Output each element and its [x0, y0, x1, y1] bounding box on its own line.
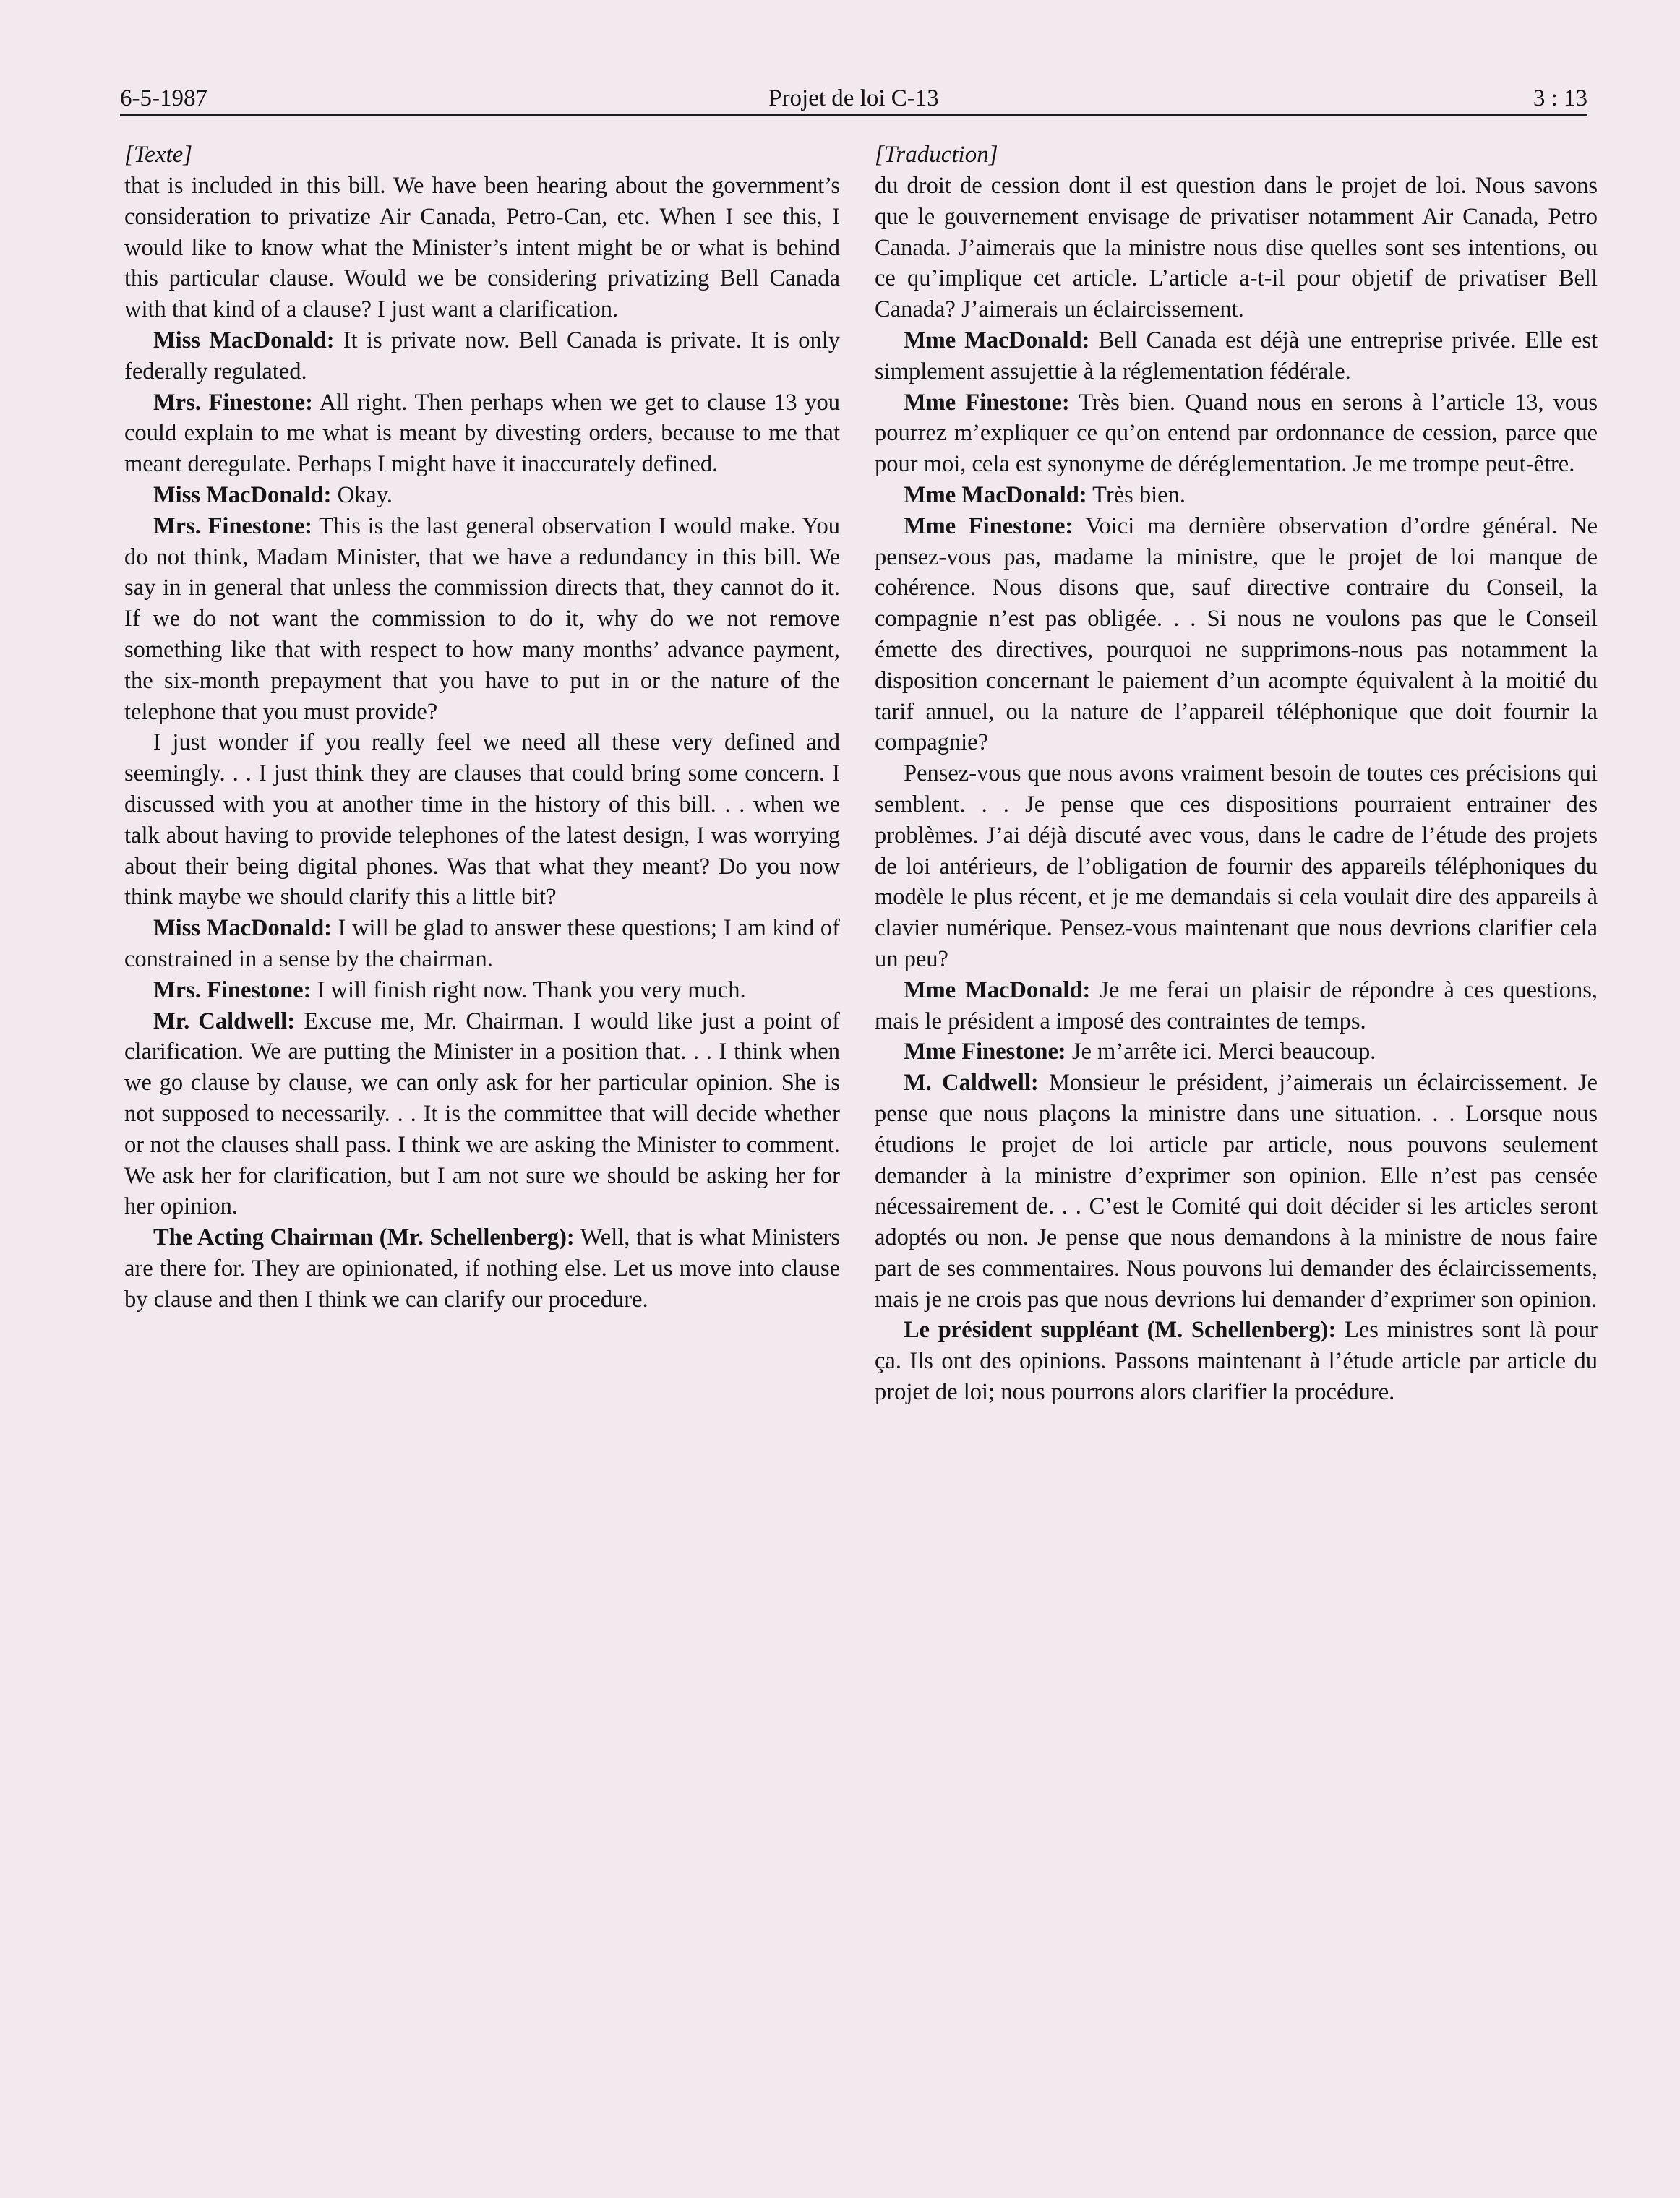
french-paragraph [875, 1036, 1598, 1068]
english-paragraph [124, 913, 840, 975]
french-paragraph [875, 387, 1598, 480]
header-page-number: 3 : 13 [1533, 85, 1587, 111]
french-paragraph [875, 975, 1598, 1037]
english-paragraph [124, 171, 840, 325]
paragraph-text: Les ministres sont là pour ça. Ils ont des opinions. Passons maintenant à l’étude article par article du projet de loi; nous pourrons alors clarifier la procédure. [875, 1317, 1598, 1406]
paragraph-text: Bell Canada est déjà une entreprise privée. Elle est simplement assujettie à la réglementation fédérale. [875, 327, 1598, 385]
french-column-tag: [Traduction] [875, 142, 998, 168]
speaker-name: Mme Finestone: [904, 512, 1073, 539]
speaker-name: Miss MacDonald: [153, 915, 332, 942]
speaker-name: Mme MacDonald: [904, 481, 1087, 508]
paragraph-text: Très bien. Quand nous en serons à l’article 13, vous pourrez m’expliquer ce qu’on entend par ordonnance de cession, parce que pour moi, cela est synonyme de déréglementation. Je me trompe peut-être. [875, 389, 1598, 478]
speaker-name: Miss MacDonald: [153, 327, 335, 353]
english-column [124, 139, 840, 1315]
speaker-name: The Acting Chairman (Mr. Schellenberg): [153, 1224, 575, 1251]
french-paragraph [875, 325, 1598, 387]
speaker-name: Mme Finestone: [904, 389, 1070, 416]
paragraph-text: Okay. [337, 481, 393, 508]
french-paragraph [875, 480, 1598, 511]
paragraph-text: Voici ma dernière observation d’ordre général. Ne pensez-vous pas, madame la ministre, que le projet de loi manque de cohérence. Nous disons que, sauf directive contraire du Conseil, la compagnie n’est pas obligée. . . Si nous ne voulons pas que le Conseil émette des directives, pourquoi ne supprimons-nous pas notamment la disposition concernant le paiement d’un acompte équivalent à la moitié du tarif annuel, ou la nature de l’appareil téléphonique que doit fournir la compagnie? [875, 512, 1598, 756]
french-paragraph [875, 1315, 1598, 1407]
paragraph-text: I just wonder if you really feel we need all these very defined and seemingly. . . I just think they are clauses that could bring some concern. I discussed with you at another time in the history of this bill. . . when we talk about having to provide telephones of the latest design, I was worrying about their being digital phones. Was that what they meant? Do you now think maybe we should clarify this a little bit? [124, 729, 840, 911]
speaker-name: Miss MacDonald: [153, 481, 332, 508]
speaker-name: Le président suppléant (M. Schellenberg): [904, 1317, 1337, 1344]
paragraph-text: Je me ferai un plaisir de répondre à ces questions, mais le président a imposé des contraintes de temps. [875, 976, 1598, 1034]
paragraph-text: This is the last general observation I would make. You do not think, Madam Minister, that we have a redundancy in this bill. We say in in general that unless the commission directs that, they cannot do it. If we do not want the commission to do it, why do we not remove something like that with respect to how many months’ advance payment, the six-month prepayment that you have to put in or the nature of the telephone that you must provide? [124, 512, 840, 725]
speaker-name: Mrs. Finestone: [153, 976, 312, 1003]
english-paragraph [124, 325, 840, 387]
paragraph-text: Très bien. [1092, 481, 1186, 508]
paragraph-text: Je m’arrête ici. Merci beaucoup. [1071, 1039, 1376, 1065]
paragraph-text: that is included in this bill. We have been hearing about the government’s consideration to privatize Air Canada, Petro-Can, etc. When I see this, I would like to know what the Minister’s intent might be or what is behind this particular clause. Would we be considering privatizing Bell Canada with that kind of a clause? I just want a clarification. [124, 173, 840, 323]
header-date: 6-5-1987 [120, 85, 207, 111]
header-rule [120, 114, 1587, 116]
english-paragraph [124, 387, 840, 480]
french-paragraph [875, 1068, 1598, 1315]
speaker-name: M. Caldwell: [904, 1070, 1039, 1096]
speaker-name: Mme MacDonald: [904, 976, 1091, 1003]
paragraph-text: Well, that is what Ministers are there for. They are opinionated, if nothing else. Let us move into clause by clause and then I think we can clarify our procedure. [124, 1224, 840, 1313]
english-paragraph [124, 975, 840, 1006]
paragraph-text: du droit de cession dont il est question dans le projet de loi. Nous savons que le gouvernement envisage de privatiser notamment Air Canada, Petro Canada. J’aimerais que la ministre nous dise quelles sont ses intentions, ou ce qu’implique cet article. L’article a-t-il pour objetif de privatiser Bell Canada? J’aimerais un éclaircissement. [875, 173, 1598, 323]
paragraph-text: All right. Then perhaps when we get to clause 13 you could explain to me what is meant by divesting orders, because to me that meant deregulate. Perhaps I might have it inaccurately defined. [124, 389, 840, 478]
paragraph-text: I will finish right now. Thank you very much. [317, 976, 746, 1003]
speaker-name: Mrs. Finestone: [153, 389, 313, 416]
paragraph-text: Monsieur le président, j’aimerais un éclaircissement. Je pense que nous plaçons la ministre dans une situation. . . Lorsque nous étudions le projet de loi article par article, nous pouvons seulement demander à la ministre d’exprimer son opinion. Elle n’est pas censée nécessairement de. . . C’est le Comité qui doit décider si les articles seront adoptés ou non. Je pense que nous demandons à la ministre de nous faire part de ses commentaires. Nous pouvons lui demander des éclaircissements, mais je ne crois pas que nous devrions lui demander d’exprimer son opinion. [875, 1070, 1598, 1313]
french-paragraph [875, 171, 1598, 325]
speaker-name: Mrs. Finestone: [153, 512, 312, 539]
paragraph-text: Pensez-vous que nous avons vraiment besoin de toutes ces précisions qui semblent. . . Je pense que ces dispositions pourraient entrainer des problèmes. J’ai déjà discuté avec vous, dans le cadre de l’étude des projets de loi antérieurs, de l’obligation de fournir des appareils téléphoniques du modèle le plus récent, et je me demandais si cela voulait dire des appareils à clavier numérique. Pensez-vous maintenant que nous devrions clarifier cela un peu? [875, 760, 1598, 972]
french-column [875, 139, 1598, 1408]
paragraph-text: Excuse me, Mr. Chairman. I would like just a point of clarification. We are putting the Minister in a position that. . . I think when we go clause by clause, we can only ask for her particular opinion. She is not supposed to necessarily. . . It is the committee that will decide whether or not the clauses shall pass. I think we are asking the Minister to comment. We ask her for clarification, but I am not sure we should be asking her for her opinion. [124, 1008, 840, 1220]
speaker-name: Mme MacDonald: [904, 327, 1090, 353]
english-paragraph [124, 511, 840, 728]
english-paragraph [124, 1222, 840, 1315]
header-title: Projet de loi C-13 [768, 85, 939, 111]
paragraph-text: It is private now. Bell Canada is private. It is only federally regulated. [124, 327, 840, 385]
english-paragraph [124, 727, 840, 913]
french-paragraph [875, 511, 1598, 758]
running-head [120, 80, 1587, 119]
speaker-name: Mr. Caldwell: [153, 1008, 296, 1034]
french-paragraph [875, 758, 1598, 975]
speaker-name: Mme Finestone: [904, 1039, 1066, 1065]
english-column-tag: [Texte] [124, 142, 193, 168]
paragraph-text: I will be glad to answer these questions; I am kind of constrained in a sense by the chairman. [124, 915, 840, 972]
english-paragraph [124, 480, 840, 511]
english-paragraph [124, 1006, 840, 1223]
